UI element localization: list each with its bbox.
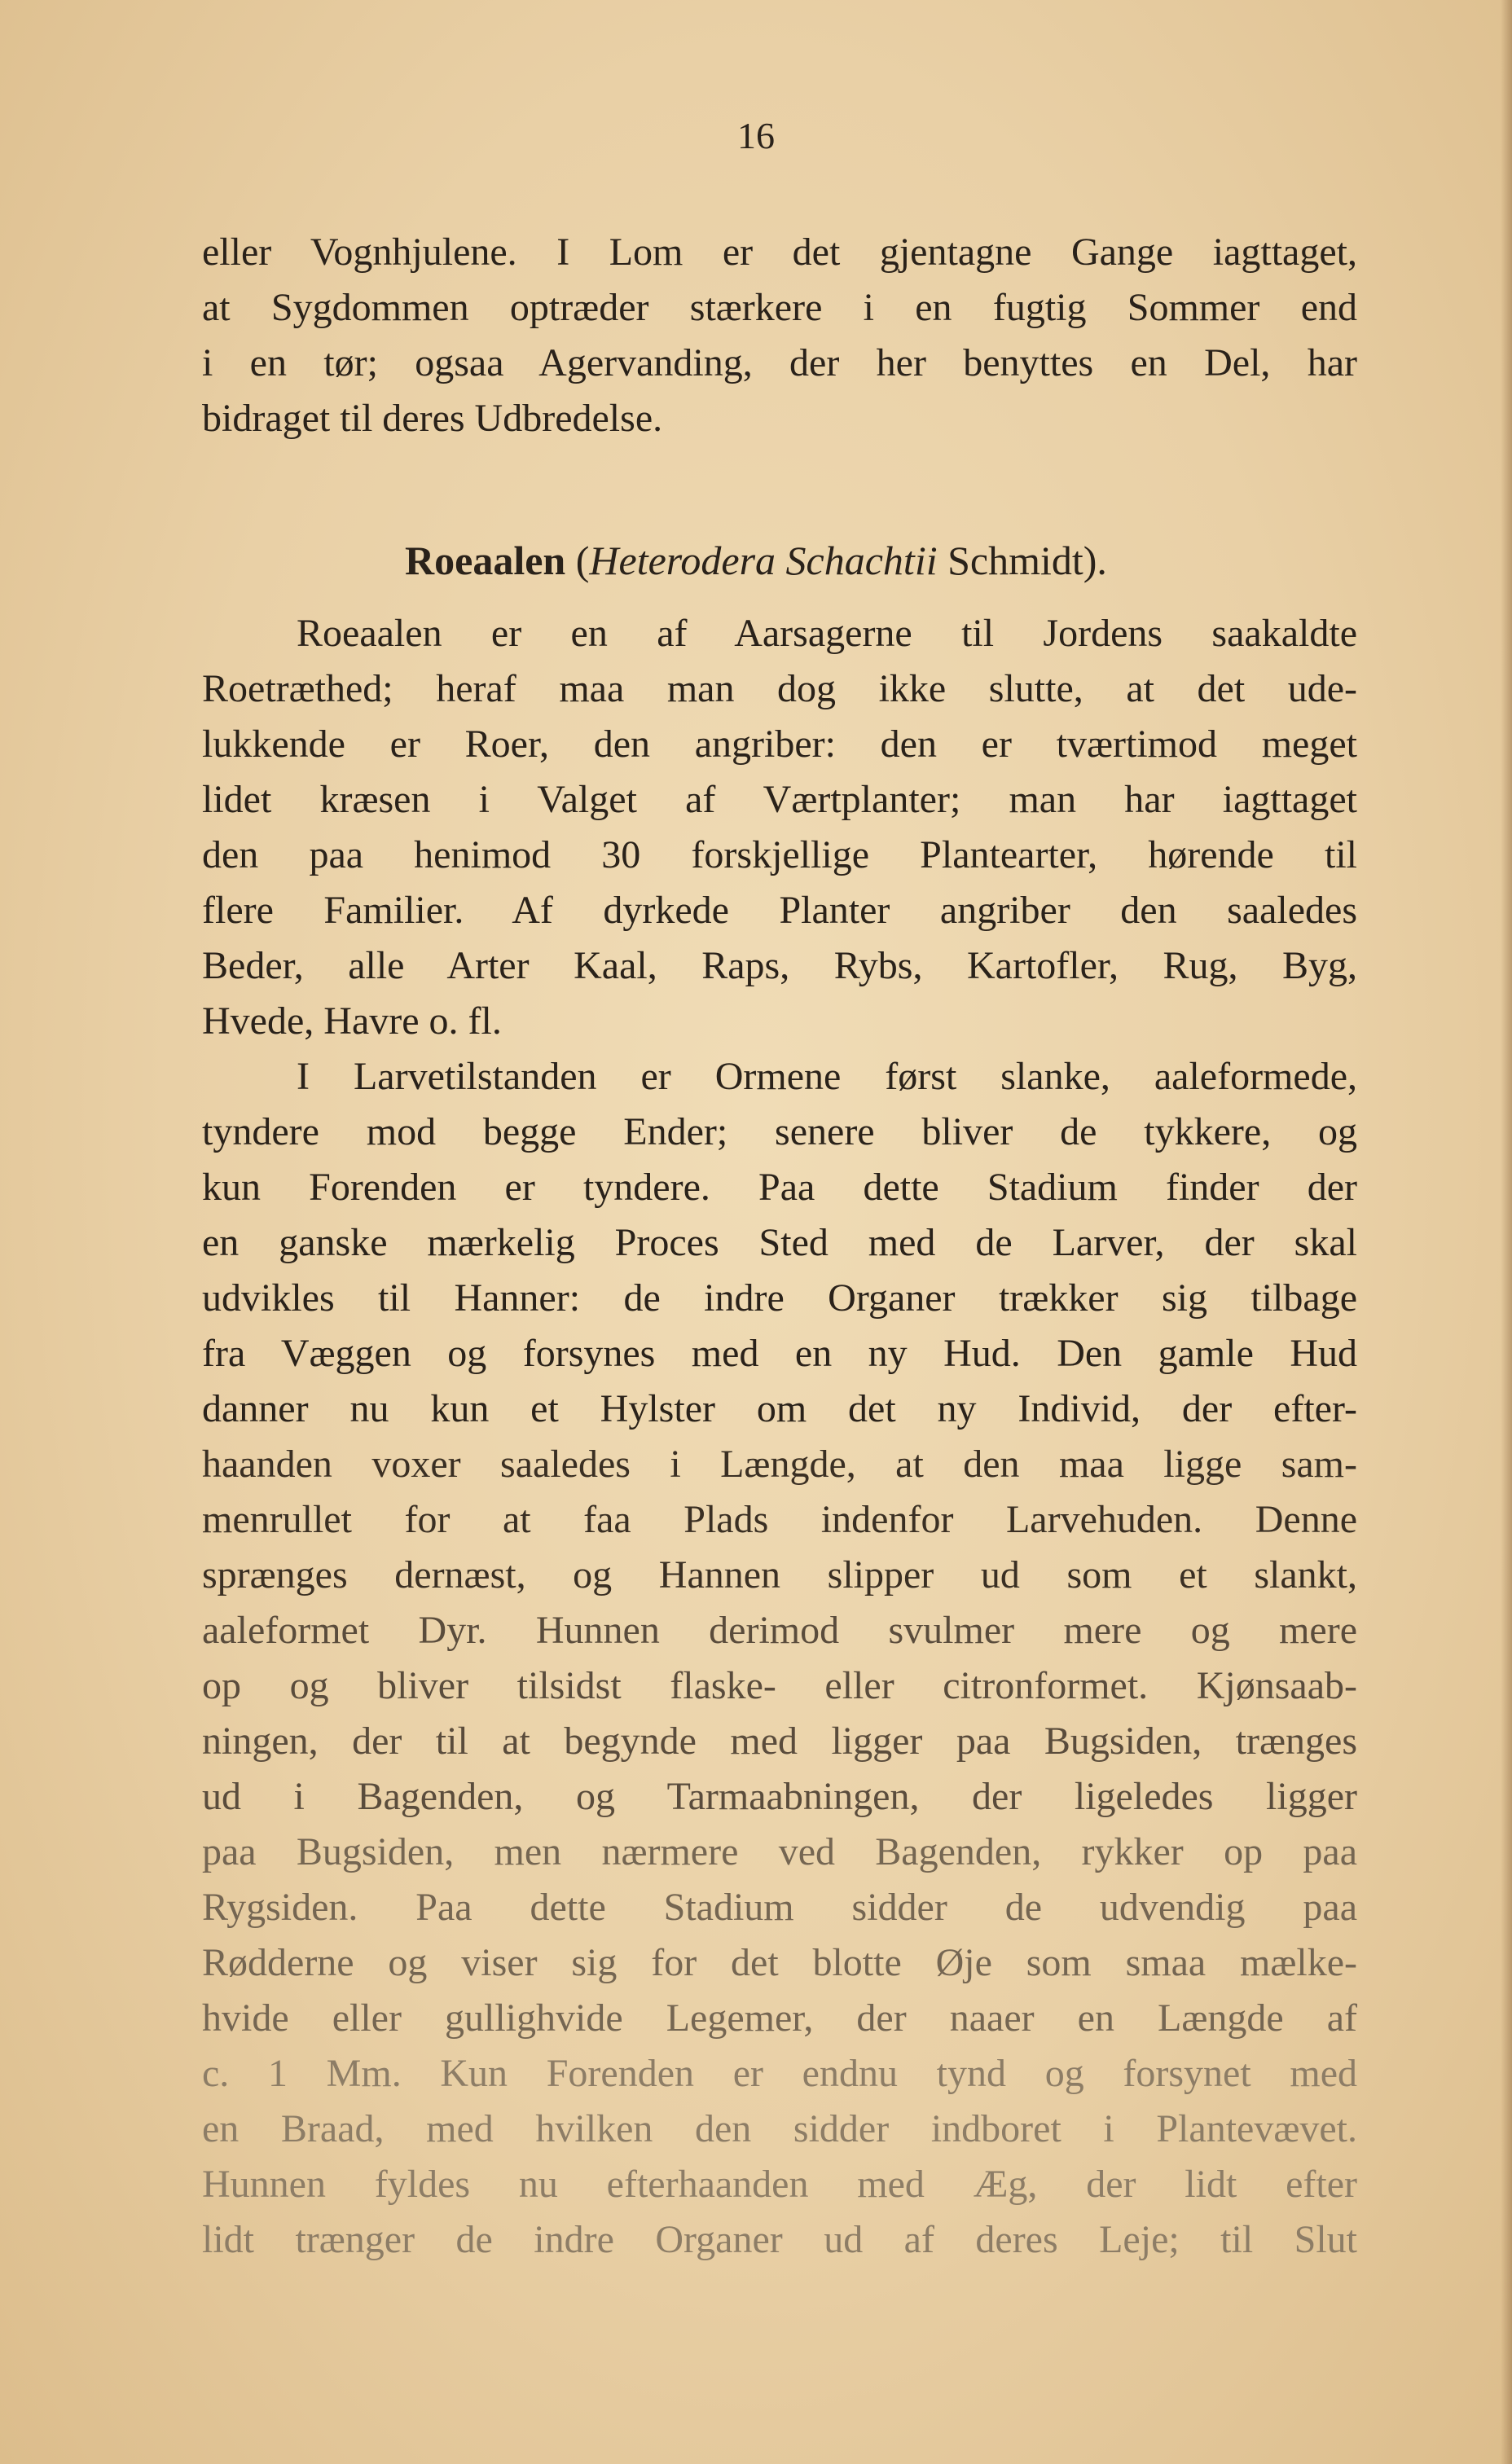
paragraph-2 [202,606,1357,1049]
heading-species: Heterodera Schachtii [589,538,938,583]
text-line: en ganske mærkelig Proces Sted med de Larver, der skal [202,1221,1357,1264]
paragraph-3 [202,1049,1357,2268]
heading-open-paren: ( [565,538,590,583]
text-line: paa Bugsiden, men nærmere ved Bagenden, rykker op paa [202,1830,1357,1873]
text-line: ud i Bagenden, og Tarmaabningen, der ligeledes ligger [202,1775,1357,1818]
page-edge-shadow [1501,0,1512,2464]
text-line: sprænges dernæst, og Hannen slipper ud som et slankt, [202,1553,1357,1597]
text-line: Rygsiden. Paa dette Stadium sidder de udvendig paa [202,1886,1357,1929]
text-line: lidet kræsen i Valget af Værtplanter; man har iagttaget [202,778,1357,821]
text-line: lidt trænger de indre Organer ud af deres Leje; til Slut [202,2218,1357,2261]
text-line: den paa henimod 30 forskjellige Plantearter, hørende til [202,833,1357,876]
text-line: Roetræthed; heraf maa man dog ikke slutte, at det ude- [202,667,1357,710]
text-line: menrullet for at faa Plads indenfor Larvehuden. Denne [202,1498,1357,1541]
text-line: Roeaalen er en af Aarsagerne til Jordens saakaldte [297,612,1357,655]
text-line: haanden voxer saaledes i Længde, at den maa ligge sam- [202,1443,1357,1486]
heading-author: Schmidt). [937,538,1107,583]
text-line: eller Vognhjulene. I Lom er det gjentagne Gange iagttaget, [202,231,1357,274]
text-line: lukkende er Roer, den angriber: den er tværtimod meget [202,723,1357,766]
text-line: hvide eller gullighvide Legemer, der naaer en Længde af [202,1996,1357,2040]
text-line: at Sygdommen optræder stærkere i en fugtig Sommer end [202,286,1357,329]
text-line: en Braad, med hvilken den sidder indboret i Plantevævet. [202,2107,1357,2150]
text-line: bidraget til deres Udbredelse. [202,397,663,440]
text-line: i en tør; ogsaa Agervanding, der her benyttes en Del, har [202,341,1357,384]
text-line: c. 1 Mm. Kun Forenden er endnu tynd og forsynet med [202,2052,1357,2095]
text-line: Rødderne og viser sig for det blotte Øje som smaa mælke- [202,1941,1357,1984]
text-line: kun Forenden er tyndere. Paa dette Stadium finder der [202,1166,1357,1209]
text-line: Hunnen fyldes nu efterhaanden med Æg, der lidt efter [202,2163,1357,2206]
text-line: Hvede, Havre o. fl. [202,999,502,1043]
text-line: ningen, der til at begynde med ligger paa Bugsiden, trænges [202,1720,1357,1763]
heading-name: Roeaalen [405,538,566,583]
text-line: udvikles til Hanner: de indre Organer trækker sig tilbage [202,1276,1357,1320]
text-line: aaleformet Dyr. Hunnen derimod svulmer mere og mere [202,1609,1357,1652]
page-number: 16 [737,115,775,156]
section-heading [0,533,1512,588]
text-line: flere Familier. Af dyrkede Planter angriber den saaledes [202,889,1357,932]
text-line: op og bliver tilsidst flaske- eller citronformet. Kjønsaab- [202,1664,1357,1707]
text-line: tyndere mod begge Ender; senere bliver de tykkere, og [202,1110,1357,1153]
text-line: danner nu kun et Hylster om det ny Individ, der efter- [202,1387,1357,1430]
text-line: Beder, alle Arter Kaal, Raps, Rybs, Kartofler, Rug, Byg, [202,944,1357,987]
paragraph-1 [202,225,1357,446]
text-line: fra Væggen og forsynes med en ny Hud. Den gamle Hud [202,1332,1357,1375]
text-line: I Larvetilstanden er Ormene først slanke, aaleformede, [297,1055,1357,1098]
